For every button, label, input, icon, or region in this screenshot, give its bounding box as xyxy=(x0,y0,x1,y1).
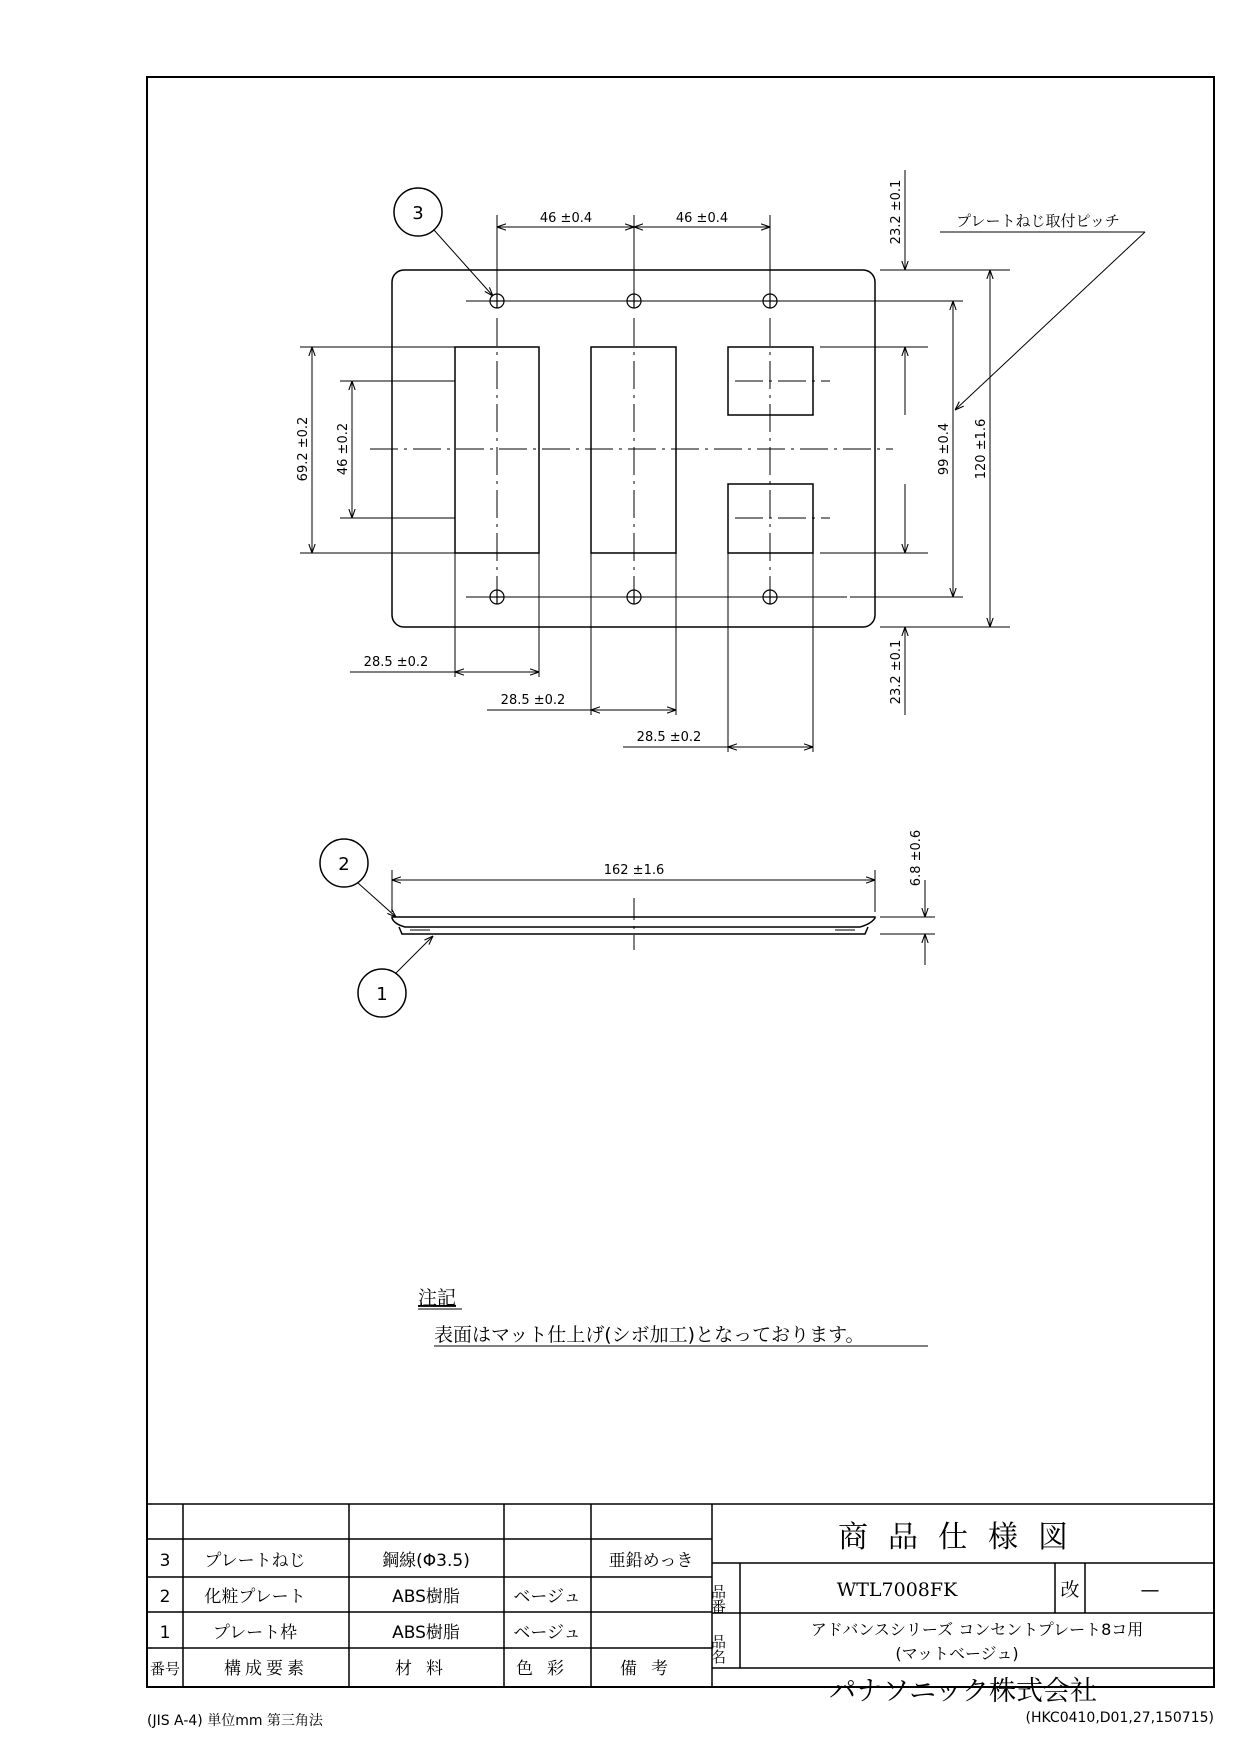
dim-top-margin: 23.2 ±0.1 xyxy=(889,179,904,245)
footer-right: (HKC0410,D01,27,150715) xyxy=(1025,1710,1214,1726)
dim-screw-pitch: 99 ±0.4 xyxy=(937,422,952,476)
row2-name: 化粧プレート xyxy=(204,1587,306,1607)
row2-no: 2 xyxy=(159,1587,171,1607)
name-label: 品名 xyxy=(709,1634,727,1664)
balloon-2-label: 2 xyxy=(338,854,350,875)
name-line2: (マットベージュ) xyxy=(895,1644,1019,1663)
company-name: パナソニック株式会社 xyxy=(828,1676,1098,1707)
dim-pitch-right: 46 ±0.4 xyxy=(675,211,729,226)
dim-height: 120 ±1.6 xyxy=(974,418,989,480)
rev-label: 改 xyxy=(1060,1579,1080,1601)
header-no: 番号 xyxy=(149,1660,181,1678)
dim-width-1: 28.5 ±0.2 xyxy=(363,655,429,670)
name-line1: アドバンスシリーズ コンセントプレート8コ用 xyxy=(810,1620,1144,1639)
balloon-1-label: 1 xyxy=(376,984,388,1005)
row1-name: プレート枠 xyxy=(212,1623,298,1643)
dim-pitch-left: 46 ±0.4 xyxy=(539,211,593,226)
header-material: 材料 xyxy=(395,1659,457,1679)
dim-width-2: 28.5 ±0.2 xyxy=(500,693,566,708)
notes-text: 表面はマット仕上げ(シボ加工)となっております。 xyxy=(434,1324,865,1346)
row2-material: ABS樹脂 xyxy=(392,1587,460,1607)
part-no: WTL7008FK xyxy=(836,1579,958,1601)
header-name: 構成要素 xyxy=(224,1659,308,1679)
part-no-label: 品番 xyxy=(709,1584,727,1614)
balloon-3-label: 3 xyxy=(412,203,424,224)
row1-no: 1 xyxy=(159,1623,171,1643)
sheet-border xyxy=(147,77,1214,1687)
callout-screw-pitch: プレートねじ取付ピッチ xyxy=(956,212,1120,230)
row1-color: ベージュ xyxy=(513,1623,581,1643)
rev-value: — xyxy=(1140,1579,1160,1601)
row3-name: プレートねじ xyxy=(204,1551,306,1571)
dim-bottom-margin: 23.2 ±0.1 xyxy=(889,639,904,705)
notes-title: 注記 xyxy=(418,1287,457,1309)
row2-color: ベージュ xyxy=(513,1587,581,1607)
dim-thickness: 6.8 ±0.6 xyxy=(909,829,924,887)
header-color: 色彩 xyxy=(516,1659,578,1679)
header-remarks: 備考 xyxy=(620,1659,682,1679)
title-block-title: 商品仕様図 xyxy=(838,1520,1088,1555)
dim-inner-height: 46 ±0.2 xyxy=(336,422,351,476)
row3-no: 3 xyxy=(159,1551,171,1571)
row1-material: ABS樹脂 xyxy=(392,1623,460,1643)
row3-material: 鋼線(Φ3.5) xyxy=(382,1551,470,1571)
row3-remarks: 亜鉛めっき xyxy=(608,1551,694,1571)
dim-length: 162 ±1.6 xyxy=(603,863,665,878)
footer-left: (JIS A-4) 単位mm 第三角法 xyxy=(147,1713,323,1729)
dim-width-3: 28.5 ±0.2 xyxy=(636,730,702,745)
dim-outer-height: 69.2 ±0.2 xyxy=(296,416,311,482)
